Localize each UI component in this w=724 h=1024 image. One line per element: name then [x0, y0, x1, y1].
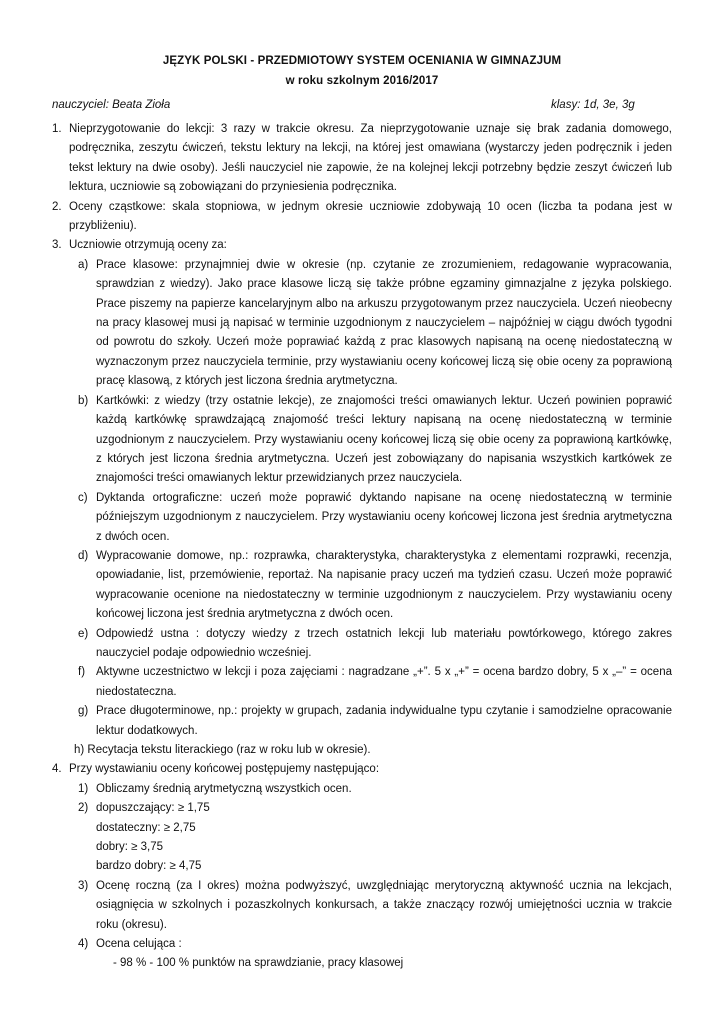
item-number: g) — [78, 705, 89, 718]
item-text: Ocena celująca : — [96, 938, 182, 951]
list-item: h) Recytacja tekstu literackiego (raz w roku lub w okresie). — [74, 744, 371, 756]
item-number: 2. — [52, 200, 62, 213]
item-text: Ocenę roczną (za I okres) można podwyższyć, uwzględniając merytoryczną aktywność ucznia na lekcjach, osiągnięcia w szkolnych i pozaszkolnych konkursach, a także znaczący rozwój umiejętności ucznia w trakcie roku (okresu). — [96, 879, 672, 931]
list-item — [0, 877, 672, 935]
item-text: Aktywne uczestnictwo w lekcji i poza zajęciami : nagradzane „+”. 5 x „+” = ocena bardzo dobry, 5 x „–” = ocena niedostateczna. — [96, 666, 672, 698]
item-text: Odpowiedź ustna : dotyczy wiedzy z trzech ostatnich lekcji lub materiału powtórkowego, którego zakres nauczyciel podaje odpowiednio wcześniej. — [96, 627, 672, 659]
item-number: 4) — [78, 938, 89, 951]
grade-threshold: dostateczny: ≥ 2,75 — [96, 821, 196, 834]
list-item — [0, 256, 672, 392]
item-text: Uczniowie otrzymują oceny za: — [69, 239, 227, 252]
item-number: e) — [78, 627, 89, 640]
list-item — [0, 489, 672, 547]
list-item — [0, 780, 672, 799]
school-year: w roku szkolnym 2016/2017 — [285, 75, 439, 87]
item-text: Prace klasowe: przynajmniej dwie w okresie (np. czytanie ze zrozumieniem, redagowanie wypracowania, sprawdzian z wiedzy). Jako prace klasowe liczą się także próbne egzaminy gimnazjalne z języka polskiego. Prace piszemy na papierze kancelaryjnym albo na arkuszu przygotowanym przez nauczyciela. Uczeń nieobecny na pracy klasowej musi ją napisać w terminie uzgodnionym z nauczycielem – najpóźniej w ciągu dwóch tygodni od powrotu do szkoły. Uczeń może poprawiać każdą z prac klasowych napisaną na ocenę niedostateczną w wyznaczonym przez nauczyciela terminie, przy wystawianiu oceny końcowej liczą się obie oceny za poprawioną pracę klasową, z których jest liczona średnia arytmetyczna. — [96, 258, 672, 388]
item-number: 1. — [52, 123, 62, 135]
list-item — [0, 547, 672, 625]
teacher-name: nauczyciel: Beata Zioła — [52, 99, 171, 111]
item-number: 3. — [52, 239, 62, 252]
grade-threshold: dopuszczający: ≥ 1,75 — [96, 802, 210, 815]
item-text: Wypracowanie domowe, np.: rozprawka, charakterystyka, charakterystyka z elementami rozprawki, recenzja, opowiadanie, list, przemówienie, reportaż. Na napisanie pracy uczeń ma tydzień czasu. Uczeń może poprawić wypracowanie ocenione na niedostateczny w terminie uzgodnionym z nauczycielem. Przy wystawianiu oceny końcowej liczona jest średnia arytmetyczna z dwóch ocen. — [96, 549, 672, 621]
classes: klasy: 1d, 3e, 3g — [551, 99, 635, 111]
item-number: 4. — [52, 763, 62, 776]
list-item — [0, 236, 672, 255]
item-number: f) — [78, 666, 86, 679]
item-text: Prace długoterminowe, np.: projekty w grupach, zadania indywidualne typu czytanie i samodzielne opracowanie lektur dodatkowych. — [96, 705, 672, 737]
list-item — [0, 760, 672, 779]
item-number: 2) — [78, 802, 89, 815]
item-number: b) — [78, 394, 89, 407]
sub-item: - 98 % - 100 % punktów na sprawdzianie, pracy klasowej — [113, 957, 404, 970]
grade-threshold: dobry: ≥ 3,75 — [96, 841, 164, 854]
item-text: Kartkówki: z wiedzy (trzy ostatnie lekcje), ze znajomości treści omawianych lektur. Uczeń powinien poprawić każdą kartkówkę sprawdzającą znajomość treści lektury napisaną na ocenę niedostateczną w terminie uzgodnionym z nauczycielem. Przy wystawianiu oceny końcowej liczą się obie oceny za poprawioną kartkówkę, z których jest liczona średnia arytmetyczna. Uczeń jest zobowiązany do napisania wszystkich kartkówek ze znajomości treści omawianych lektur przewidzianych przez nauczyciela. — [96, 394, 672, 485]
item-number: d) — [78, 549, 89, 562]
list-item — [0, 935, 672, 954]
item-number: c) — [78, 491, 88, 504]
list-item — [0, 392, 672, 489]
grade-threshold: bardzo dobry: ≥ 4,75 — [96, 860, 202, 873]
list-item — [0, 702, 672, 741]
grading-rules-list — [0, 120, 724, 974]
list-item — [0, 198, 672, 237]
list-item — [0, 663, 672, 702]
item-text: Dyktanda ortograficzne: uczeń może poprawić dyktando napisane na ocenę niedostateczną w terminie późniejszym uzgodnionym z nauczycielem. Przy wystawianiu oceny końcowej liczona jest średnia arytmetyczna z dwóch ocen. — [96, 491, 672, 543]
item-text: Nieprzygotowanie do lekcji: 3 razy w trakcie okresu. Za nieprzygotowanie uznaje się brak zadania domowego, podręcznika, zeszytu ćwiczeń, tekstu lektury na lekcji, na której jest omawiana (wystarczy jeden podręcznik i jeden tekst lektury na dwie osoby). Jeśli nauczyciel nie zapowie, że na kolejnej lekcji potrzebny będzie zeszyt ćwiczeń lub lektura, uczniowie są zobowiązani do przyniesienia podręcznika. — [69, 123, 672, 194]
list-item — [0, 799, 672, 818]
item-number: 1) — [78, 782, 89, 795]
item-text: Obliczamy średnią arytmetyczną wszystkich ocen. — [96, 782, 352, 795]
item-text: Przy wystawianiu oceny końcowej postępujemy następująco: — [69, 763, 380, 776]
item-number: 3) — [78, 879, 89, 892]
list-item — [0, 120, 672, 198]
document-title: JĘZYK POLSKI - PRZEDMIOTOWY SYSTEM OCENIANIA W GIMNAZJUM — [162, 55, 562, 67]
item-number: a) — [78, 258, 89, 271]
item-text: Oceny cząstkowe: skala stopniowa, w jednym okresie uczniowie zdobywają 10 ocen (liczba ta podana jest w przybliżeniu). — [69, 200, 672, 233]
list-item — [0, 625, 672, 664]
